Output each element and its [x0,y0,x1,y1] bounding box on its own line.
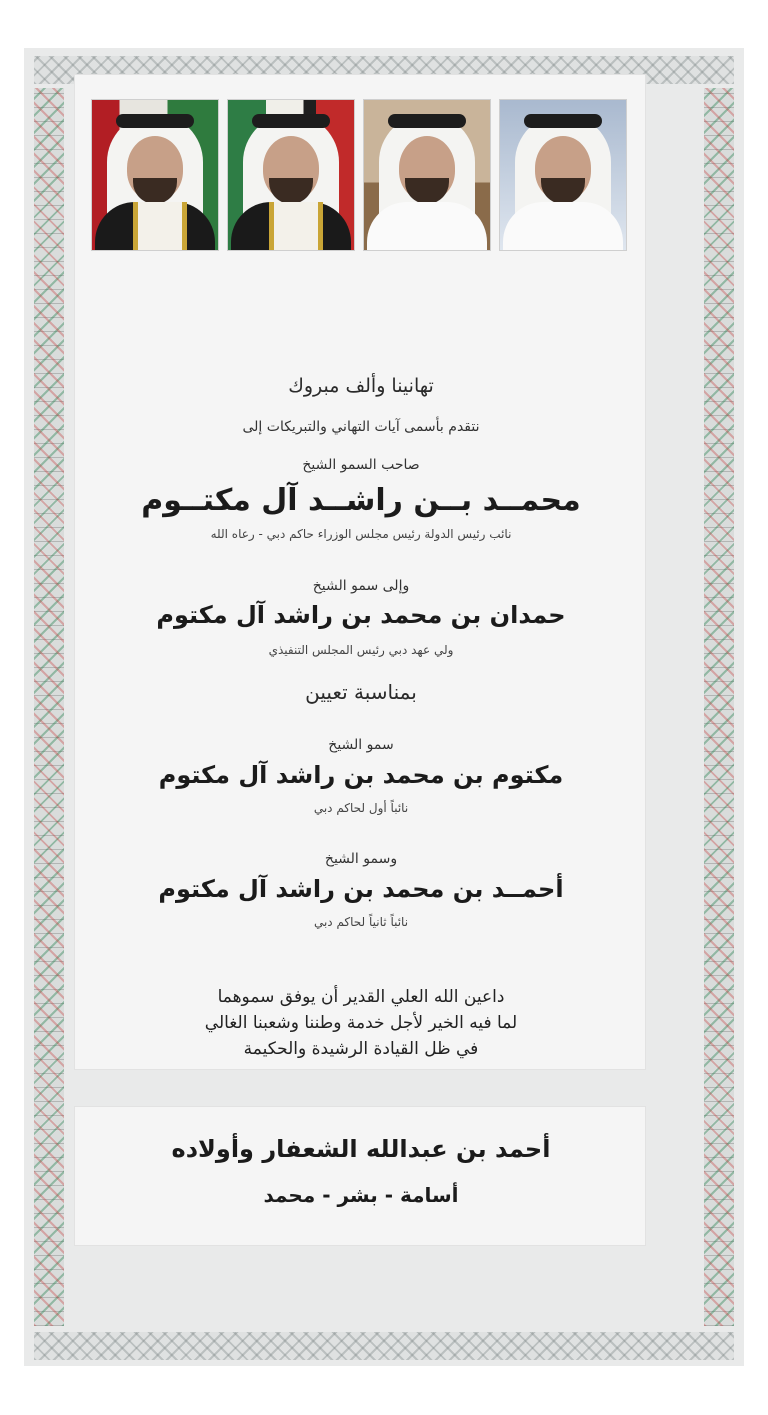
greeting-heading: تهانينا وألف مبروك [288,375,434,397]
sender-panel [74,1106,646,1246]
congratulation-panel [74,74,646,1070]
portrait-photo-2 [227,99,355,251]
portrait-photo-4 [499,99,627,251]
border-pattern-bottom [34,1332,734,1360]
portrait-row [91,99,627,251]
appointee2-position: نائباً ثانياً لحاكم دبي [313,915,409,929]
border-pattern-left [34,88,64,1326]
prayer-line-1: داعين الله العلي القدير أن يوفق سموهما [217,987,505,1007]
honoree2-name: حمدان بن محمد بن راشد آل مكتوم [156,601,566,629]
portrait-photo-3 [363,99,491,251]
honoree1-title: صاحب السمو الشيخ [302,457,420,473]
prayer-line-2: لما فيه الخير لأجل خدمة وطننا وشعبنا الغالي [204,1013,518,1033]
appointee1-position: نائباً أول لحاكم دبي [313,801,409,815]
honoree1-position: نائب رئيس الدولة رئيس مجلس الوزراء حاكم دبي - رعاه الله [210,527,512,541]
portrait-photo-1 [91,99,219,251]
sender-name: أحمد بن عبدالله الشعفار وأولاده [171,1135,551,1163]
prayer-line-3: في ظل القيادة الرشيدة والحكيمة [243,1039,479,1059]
offer-line: نتقدم بأسمى آيات التهاني والتبريكات إلى [242,419,480,435]
honoree2-title: وإلى سمو الشيخ [312,578,410,594]
sender-children: أسامة - بشر - محمد [263,1183,459,1207]
occasion-heading: بمناسبة تعيين [305,680,417,704]
appointee2-title: وسمو الشيخ [324,851,398,867]
border-pattern-right [704,88,734,1326]
appointee1-name: مكتوم بن محمد بن راشد آل مكتوم [158,761,564,789]
appointee2-name: أحمــد بن محمد بن راشد آل مكتوم [158,875,564,903]
appointee1-title: سمو الشيخ [328,737,394,753]
honoree2-position: ولي عهد دبي رئيس المجلس التنفيذي [268,643,454,657]
honoree1-name: محمــد بــن راشــد آل مكتــوم [141,483,581,518]
